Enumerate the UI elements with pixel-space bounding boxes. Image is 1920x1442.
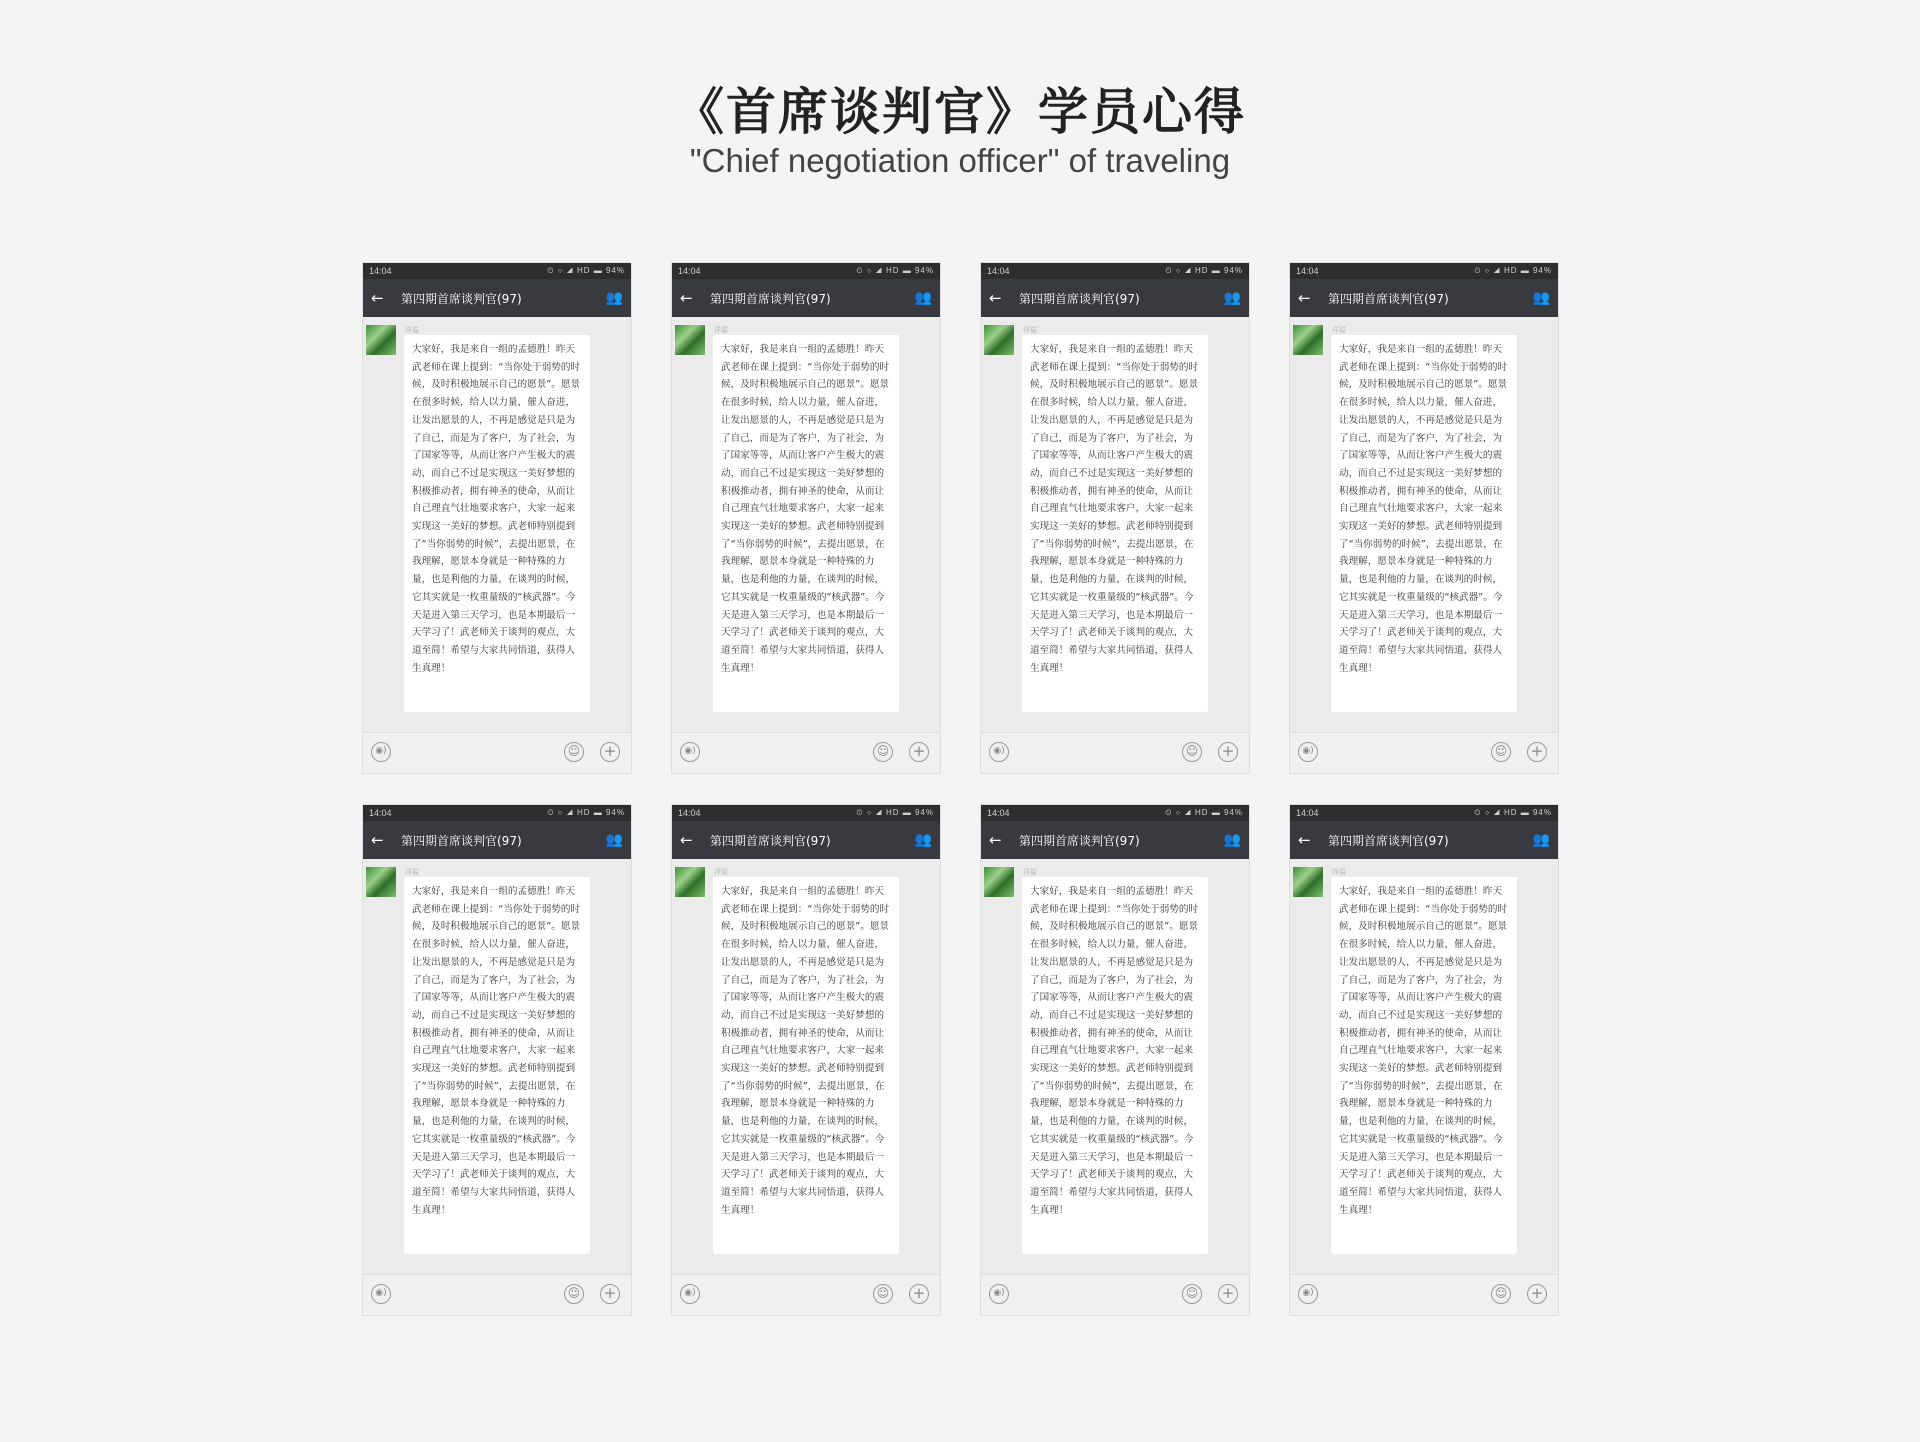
- input-bar: [1290, 1274, 1558, 1315]
- chat-header: [363, 821, 631, 859]
- avatar[interactable]: [675, 325, 705, 355]
- chat-title: 第四期首席谈判官(97): [401, 833, 522, 848]
- chat-title: 第四期首席谈判官(97): [1019, 291, 1140, 306]
- avatar[interactable]: [1293, 325, 1323, 355]
- back-arrow-icon[interactable]: ←: [1298, 289, 1311, 307]
- input-bar: [672, 1274, 940, 1315]
- message-bubble: 大家好，我是来自一组的孟德胜！昨天武老师在课上提到：“当你处于弱势的时候，及时积极地展示自己的愿景”。愿景在很多时候，给人以力量，催人奋进，让发出愿景的人，不再是感觉是只是为了自己，而是为了客户，为了社会，为了国家等等，从而让客户产生极大的震动，而自己不过是实现这一美好梦想的积极推动者，拥有神圣的使命，从而让自己理直气壮地要求客户，大家一起来实现这一美好的梦想。武老师特别提到了“当你弱势的时候”，去提出愿景，在我理解，愿景本身就是一种特殊的力量，也是利他的力量，在谈判的时候，它其实就是一枚重量级的“核武器”。今天是进入第三天学习，也是本期最后一天学习了！武老师关于谈判的观点，大道至简！希望与大家共同悟道，获得人生真理！: [1022, 877, 1208, 1254]
- status-icons: ⏲ ⌔ ◢ HD ▬ 94%: [1474, 266, 1552, 275]
- screenshot-grid: [363, 263, 1558, 1315]
- chat-area: [672, 859, 940, 1259]
- back-arrow-icon[interactable]: ←: [989, 831, 1002, 849]
- group-members-icon[interactable]: 👥: [1223, 290, 1241, 306]
- back-arrow-icon[interactable]: ←: [680, 289, 693, 307]
- plus-icon[interactable]: +: [1527, 1284, 1547, 1304]
- input-bar: [981, 732, 1249, 773]
- status-time: 14:04: [678, 266, 701, 276]
- sender-name: 洋溢: [405, 868, 419, 876]
- plus-icon[interactable]: +: [600, 742, 620, 762]
- sender-name: 洋溢: [714, 868, 728, 876]
- chat-area: [1290, 859, 1558, 1259]
- chat-title: 第四期首席谈判官(97): [1019, 833, 1140, 848]
- chat-area: [981, 859, 1249, 1259]
- chat-title: 第四期首席谈判官(97): [710, 833, 831, 848]
- status-bar: [981, 263, 1249, 279]
- message-bubble: 大家好，我是来自一组的孟德胜！昨天武老师在课上提到：“当你处于弱势的时候，及时积极地展示自己的愿景”。愿景在很多时候，给人以力量，催人奋进，让发出愿景的人，不再是感觉是只是为了自己，而是为了客户，为了社会，为了国家等等，从而让客户产生极大的震动，而自己不过是实现这一美好梦想的积极推动者，拥有神圣的使命，从而让自己理直气壮地要求客户，大家一起来实现这一美好的梦想。武老师特别提到了“当你弱势的时候”，去提出愿景，在我理解，愿景本身就是一种特殊的力量，也是利他的力量，在谈判的时候，它其实就是一枚重量级的“核武器”。今天是进入第三天学习，也是本期最后一天学习了！武老师关于谈判的观点，大道至简！希望与大家共同悟道，获得人生真理！: [713, 877, 899, 1254]
- chat-area: [672, 317, 940, 717]
- status-bar: [672, 263, 940, 279]
- emoji-icon[interactable]: ☺: [873, 742, 893, 762]
- chat-title: 第四期首席谈判官(97): [1328, 833, 1449, 848]
- avatar[interactable]: [1293, 867, 1323, 897]
- emoji-icon[interactable]: ☺: [564, 742, 584, 762]
- status-time: 14:04: [1296, 266, 1319, 276]
- group-members-icon[interactable]: 👥: [605, 832, 623, 848]
- group-members-icon[interactable]: 👥: [914, 832, 932, 848]
- emoji-icon[interactable]: ☺: [564, 1284, 584, 1304]
- chat-title: 第四期首席谈判官(97): [401, 291, 522, 306]
- sender-name: 洋溢: [405, 326, 419, 334]
- sender-name: 洋溢: [714, 326, 728, 334]
- status-icons: ⏲ ⌔ ◢ HD ▬ 94%: [547, 266, 625, 275]
- input-bar: [363, 1274, 631, 1315]
- chat-area: [1290, 317, 1558, 717]
- message-bubble: 大家好，我是来自一组的孟德胜！昨天武老师在课上提到：“当你处于弱势的时候，及时积极地展示自己的愿景”。愿景在很多时候，给人以力量，催人奋进，让发出愿景的人，不再是感觉是只是为了自己，而是为了客户，为了社会，为了国家等等，从而让客户产生极大的震动，而自己不过是实现这一美好梦想的积极推动者，拥有神圣的使命，从而让自己理直气壮地要求客户，大家一起来实现这一美好的梦想。武老师特别提到了“当你弱势的时候”，去提出愿景，在我理解，愿景本身就是一种特殊的力量，也是利他的力量，在谈判的时候，它其实就是一枚重量级的“核武器”。今天是进入第三天学习，也是本期最后一天学习了！武老师关于谈判的观点，大道至简！希望与大家共同悟道，获得人生真理！: [1022, 335, 1208, 712]
- status-bar: [363, 805, 631, 821]
- chat-screenshot: [672, 263, 940, 773]
- group-members-icon[interactable]: 👥: [914, 290, 932, 306]
- voice-icon[interactable]: ◉): [680, 742, 700, 762]
- chat-area: [363, 859, 631, 1259]
- avatar[interactable]: [366, 867, 396, 897]
- chat-area: [363, 317, 631, 717]
- status-icons: ⏲ ⌔ ◢ HD ▬ 94%: [1165, 808, 1243, 817]
- plus-icon[interactable]: +: [1527, 742, 1547, 762]
- voice-icon[interactable]: ◉): [371, 1284, 391, 1304]
- emoji-icon[interactable]: ☺: [1182, 1284, 1202, 1304]
- status-bar: [363, 263, 631, 279]
- status-icons: ⏲ ⌔ ◢ HD ▬ 94%: [1165, 266, 1243, 275]
- chat-header: [981, 279, 1249, 317]
- status-icons: ⏲ ⌔ ◢ HD ▬ 94%: [547, 808, 625, 817]
- emoji-icon[interactable]: ☺: [1491, 1284, 1511, 1304]
- message-bubble: 大家好，我是来自一组的孟德胜！昨天武老师在课上提到：“当你处于弱势的时候，及时积极地展示自己的愿景”。愿景在很多时候，给人以力量，催人奋进，让发出愿景的人，不再是感觉是只是为了自己，而是为了客户，为了社会，为了国家等等，从而让客户产生极大的震动，而自己不过是实现这一美好梦想的积极推动者，拥有神圣的使命，从而让自己理直气壮地要求客户，大家一起来实现这一美好的梦想。武老师特别提到了“当你弱势的时候”，去提出愿景，在我理解，愿景本身就是一种特殊的力量，也是利他的力量，在谈判的时候，它其实就是一枚重量级的“核武器”。今天是进入第三天学习，也是本期最后一天学习了！武老师关于谈判的观点，大道至简！希望与大家共同悟道，获得人生真理！: [1331, 877, 1517, 1254]
- chat-screenshot: [1290, 805, 1558, 1315]
- page-subtitle: "Chief negotiation officer" of traveling: [689, 142, 1231, 179]
- voice-icon[interactable]: ◉): [1298, 742, 1318, 762]
- status-icons: ⏲ ⌔ ◢ HD ▬ 94%: [1474, 808, 1552, 817]
- emoji-icon[interactable]: ☺: [1491, 742, 1511, 762]
- status-icons: ⏲ ⌔ ◢ HD ▬ 94%: [856, 808, 934, 817]
- avatar[interactable]: [366, 325, 396, 355]
- input-bar: [981, 1274, 1249, 1315]
- status-time: 14:04: [1296, 808, 1319, 818]
- status-bar: [1290, 805, 1558, 821]
- status-bar: [981, 805, 1249, 821]
- status-bar: [672, 805, 940, 821]
- group-members-icon[interactable]: 👥: [1532, 290, 1550, 306]
- input-bar: [363, 732, 631, 773]
- plus-icon[interactable]: +: [600, 1284, 620, 1304]
- chat-screenshot: [363, 805, 631, 1315]
- group-members-icon[interactable]: 👥: [605, 290, 623, 306]
- voice-icon[interactable]: ◉): [989, 742, 1009, 762]
- chat-header: [1290, 279, 1558, 317]
- message-bubble: 大家好，我是来自一组的孟德胜！昨天武老师在课上提到：“当你处于弱势的时候，及时积极地展示自己的愿景”。愿景在很多时候，给人以力量，催人奋进，让发出愿景的人，不再是感觉是只是为了自己，而是为了客户，为了社会，为了国家等等，从而让客户产生极大的震动，而自己不过是实现这一美好梦想的积极推动者，拥有神圣的使命，从而让自己理直气壮地要求客户，大家一起来实现这一美好的梦想。武老师特别提到了“当你弱势的时候”，去提出愿景，在我理解，愿景本身就是一种特殊的力量，也是利他的力量，在谈判的时候，它其实就是一枚重量级的“核武器”。今天是进入第三天学习，也是本期最后一天学习了！武老师关于谈判的观点，大道至简！希望与大家共同悟道，获得人生真理！: [404, 877, 590, 1254]
- chat-title: 第四期首席谈判官(97): [1328, 291, 1449, 306]
- voice-icon[interactable]: ◉): [989, 1284, 1009, 1304]
- sender-name: 洋溢: [1023, 326, 1037, 334]
- plus-icon[interactable]: +: [909, 1284, 929, 1304]
- voice-icon[interactable]: ◉): [371, 742, 391, 762]
- chat-title: 第四期首席谈判官(97): [710, 291, 831, 306]
- avatar[interactable]: [984, 867, 1014, 897]
- back-arrow-icon[interactable]: ←: [371, 831, 384, 849]
- status-time: 14:04: [987, 266, 1010, 276]
- chat-header: [363, 279, 631, 317]
- status-time: 14:04: [987, 808, 1010, 818]
- status-time: 14:04: [369, 808, 392, 818]
- chat-screenshot: [1290, 263, 1558, 773]
- status-icons: ⏲ ⌔ ◢ HD ▬ 94%: [856, 266, 934, 275]
- voice-icon[interactable]: ◉): [1298, 1284, 1318, 1304]
- input-bar: [672, 732, 940, 773]
- message-bubble: 大家好，我是来自一组的孟德胜！昨天武老师在课上提到：“当你处于弱势的时候，及时积极地展示自己的愿景”。愿景在很多时候，给人以力量，催人奋进，让发出愿景的人，不再是感觉是只是为了自己，而是为了客户，为了社会，为了国家等等，从而让客户产生极大的震动，而自己不过是实现这一美好梦想的积极推动者，拥有神圣的使命，从而让自己理直气壮地要求客户，大家一起来实现这一美好的梦想。武老师特别提到了“当你弱势的时候”，去提出愿景，在我理解，愿景本身就是一种特殊的力量，也是利他的力量，在谈判的时候，它其实就是一枚重量级的“核武器”。今天是进入第三天学习，也是本期最后一天学习了！武老师关于谈判的观点，大道至简！希望与大家共同悟道，获得人生真理！: [404, 335, 590, 712]
- chat-area: [981, 317, 1249, 717]
- page-title: 《首席谈判官》学员心得: [674, 83, 1246, 141]
- chat-header: [672, 821, 940, 859]
- sender-name: 洋溢: [1332, 868, 1346, 876]
- input-bar: [1290, 732, 1558, 773]
- chat-screenshot: [981, 805, 1249, 1315]
- plus-icon[interactable]: +: [1218, 742, 1238, 762]
- back-arrow-icon[interactable]: ←: [680, 831, 693, 849]
- back-arrow-icon[interactable]: ←: [371, 289, 384, 307]
- back-arrow-icon[interactable]: ←: [1298, 831, 1311, 849]
- plus-icon[interactable]: +: [1218, 1284, 1238, 1304]
- emoji-icon[interactable]: ☺: [1182, 742, 1202, 762]
- avatar[interactable]: [984, 325, 1014, 355]
- chat-screenshot: [981, 263, 1249, 773]
- sender-name: 洋溢: [1023, 868, 1037, 876]
- chat-header: [981, 821, 1249, 859]
- back-arrow-icon[interactable]: ←: [989, 289, 1002, 307]
- voice-icon[interactable]: ◉): [680, 1284, 700, 1304]
- group-members-icon[interactable]: 👥: [1532, 832, 1550, 848]
- group-members-icon[interactable]: 👥: [1223, 832, 1241, 848]
- chat-header: [1290, 821, 1558, 859]
- message-bubble: 大家好，我是来自一组的孟德胜！昨天武老师在课上提到：“当你处于弱势的时候，及时积极地展示自己的愿景”。愿景在很多时候，给人以力量，催人奋进，让发出愿景的人，不再是感觉是只是为了自己，而是为了客户，为了社会，为了国家等等，从而让客户产生极大的震动，而自己不过是实现这一美好梦想的积极推动者，拥有神圣的使命，从而让自己理直气壮地要求客户，大家一起来实现这一美好的梦想。武老师特别提到了“当你弱势的时候”，去提出愿景，在我理解，愿景本身就是一种特殊的力量，也是利他的力量，在谈判的时候，它其实就是一枚重量级的“核武器”。今天是进入第三天学习，也是本期最后一天学习了！武老师关于谈判的观点，大道至简！希望与大家共同悟道，获得人生真理！: [713, 335, 899, 712]
- plus-icon[interactable]: +: [909, 742, 929, 762]
- status-bar: [1290, 263, 1558, 279]
- chat-screenshot: [363, 263, 631, 773]
- avatar[interactable]: [675, 867, 705, 897]
- chat-screenshot: [672, 805, 940, 1315]
- sender-name: 洋溢: [1332, 326, 1346, 334]
- chat-header: [672, 279, 940, 317]
- status-time: 14:04: [369, 266, 392, 276]
- emoji-icon[interactable]: ☺: [873, 1284, 893, 1304]
- message-bubble: 大家好，我是来自一组的孟德胜！昨天武老师在课上提到：“当你处于弱势的时候，及时积极地展示自己的愿景”。愿景在很多时候，给人以力量，催人奋进，让发出愿景的人，不再是感觉是只是为了自己，而是为了客户，为了社会，为了国家等等，从而让客户产生极大的震动，而自己不过是实现这一美好梦想的积极推动者，拥有神圣的使命，从而让自己理直气壮地要求客户，大家一起来实现这一美好的梦想。武老师特别提到了“当你弱势的时候”，去提出愿景，在我理解，愿景本身就是一种特殊的力量，也是利他的力量，在谈判的时候，它其实就是一枚重量级的“核武器”。今天是进入第三天学习，也是本期最后一天学习了！武老师关于谈判的观点，大道至简！希望与大家共同悟道，获得人生真理！: [1331, 335, 1517, 712]
- status-time: 14:04: [678, 808, 701, 818]
